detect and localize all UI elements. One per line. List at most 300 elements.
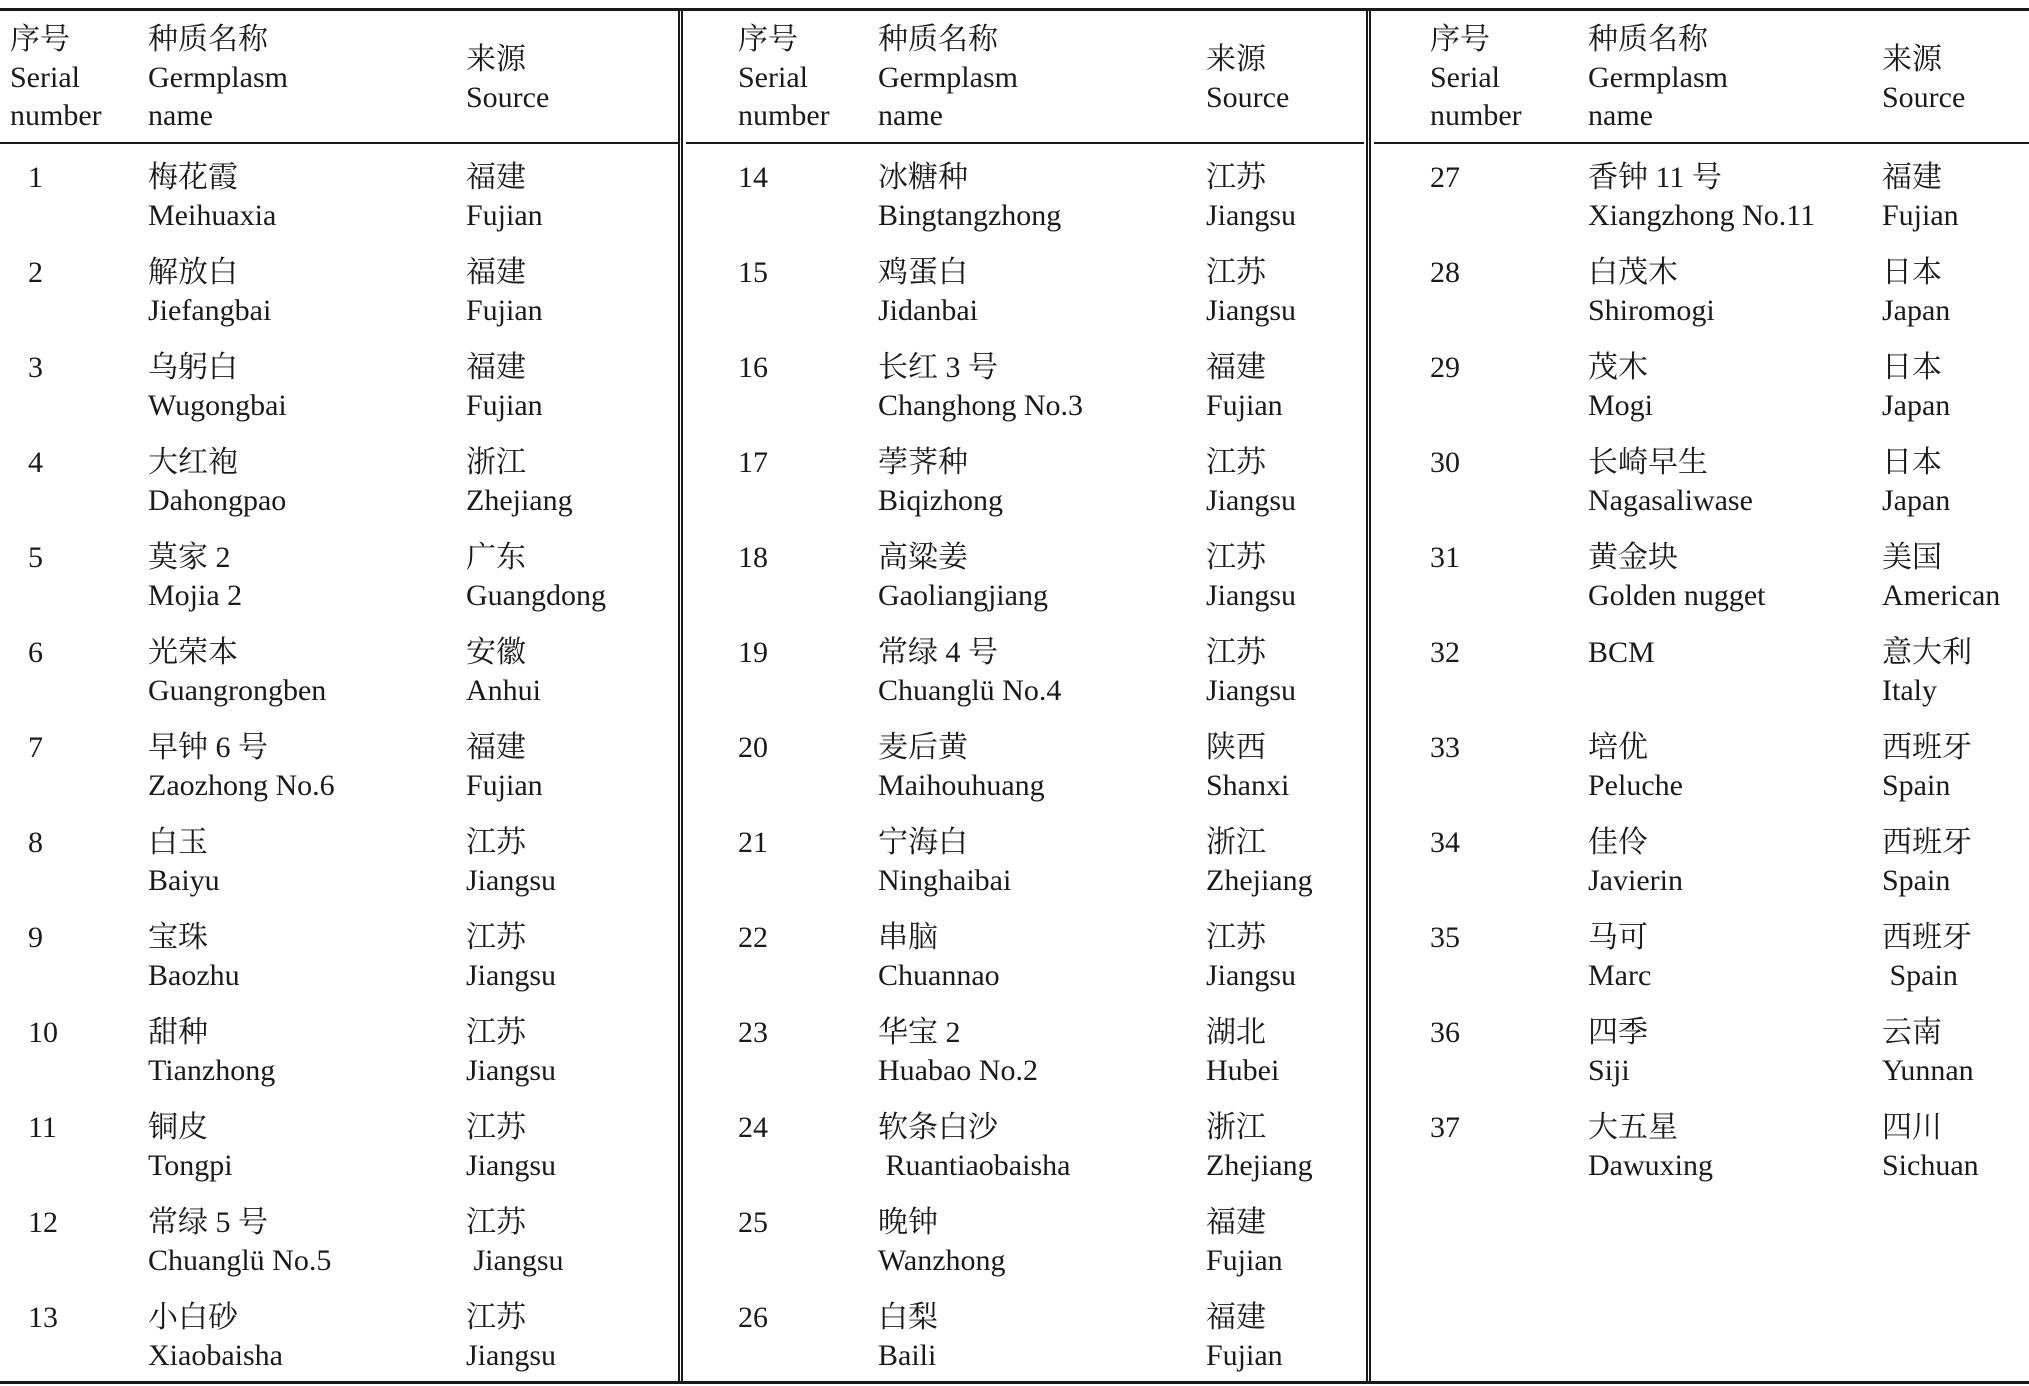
- source-chinese: 西班牙: [1882, 826, 1972, 859]
- source-chinese: 西班牙: [1882, 921, 1972, 954]
- serial-number-cell: 23: [738, 1016, 768, 1049]
- source-cell: [1882, 919, 1972, 995]
- name-chinese: 佳伶: [1588, 826, 1648, 859]
- source-cell: [1882, 1014, 1974, 1090]
- source-english: Japan: [1882, 294, 1951, 327]
- name-english: Baiyu: [148, 864, 220, 897]
- name-english: Chuanglü No.4: [878, 674, 1062, 707]
- header-text: 来源: [1206, 43, 1266, 76]
- source-english: Fujian: [466, 294, 543, 327]
- header-text: name: [148, 99, 213, 132]
- source-english: Shanxi: [1206, 769, 1290, 802]
- name-chinese: BCM: [1588, 636, 1655, 669]
- table-body: [686, 151, 1364, 1386]
- table-row: [1374, 436, 2029, 531]
- source-english: Japan: [1882, 389, 1951, 422]
- germplasm-name-cell: [148, 1204, 331, 1280]
- header-text: Serial: [10, 61, 80, 94]
- header-rule-3: [1374, 142, 2029, 144]
- germplasm-name-cell: [1588, 254, 1715, 330]
- source-chinese: 江苏: [466, 1016, 526, 1049]
- name-english: Shiromogi: [1588, 294, 1715, 327]
- serial-number-cell: 36: [1430, 1016, 1460, 1049]
- name-chinese: 晚钟: [878, 1206, 938, 1239]
- header-text: Serial: [1430, 61, 1500, 94]
- name-chinese: 大红袍: [148, 446, 238, 479]
- name-english: Meihuaxia: [148, 199, 277, 232]
- serial-number-cell: 15: [738, 256, 768, 289]
- serial-number-cell: 6: [28, 636, 43, 669]
- table-row: [1374, 341, 2029, 436]
- name-english: Baili: [878, 1339, 937, 1372]
- name-chinese: 茂木: [1588, 351, 1648, 384]
- name-english: Maihouhuang: [878, 769, 1045, 802]
- source-chinese: 福建: [1206, 1206, 1266, 1239]
- name-english: Ruantiaobaisha: [878, 1149, 1071, 1182]
- source-chinese: 浙江: [466, 446, 526, 479]
- source-cell: [466, 159, 543, 235]
- germplasm-name-cell: [1588, 349, 1653, 425]
- source-cell: [1206, 634, 1296, 710]
- name-english: Tongpi: [148, 1149, 233, 1182]
- table-row: [1374, 626, 2029, 721]
- germplasm-name-cell: [878, 919, 1000, 995]
- serial-number-cell: 1: [28, 161, 43, 194]
- germplasm-name-cell: [1588, 159, 1815, 235]
- source-chinese: 福建: [466, 161, 526, 194]
- source-chinese: 陕西: [1206, 731, 1266, 764]
- source-english: Jiangsu: [1206, 199, 1296, 232]
- name-english: Xiangzhong No.11: [1588, 199, 1816, 232]
- name-english: Siji: [1588, 1054, 1630, 1087]
- source-cell: [466, 1109, 556, 1185]
- source-cell: [1882, 1109, 1979, 1185]
- source-chinese: 江苏: [466, 1301, 526, 1334]
- source-chinese: 美国: [1882, 541, 1942, 574]
- header-text: number: [738, 99, 830, 132]
- header-text: Germplasm: [148, 61, 288, 94]
- table-row: [0, 436, 678, 531]
- table-row: [686, 1196, 1364, 1291]
- serial-number-cell: 4: [28, 446, 43, 479]
- name-chinese: 串脑: [878, 921, 938, 954]
- source-cell: [1882, 539, 2000, 615]
- header-text: Serial: [738, 61, 808, 94]
- source-chinese: 云南: [1882, 1016, 1942, 1049]
- name-english: Chuanglü No.5: [148, 1244, 332, 1277]
- table-row: [686, 246, 1364, 341]
- table-row: [0, 341, 678, 436]
- name-chinese: 梅花霞: [148, 161, 238, 194]
- table-row: [0, 1291, 678, 1386]
- germplasm-name-cell: [148, 824, 220, 900]
- name-english: Baozhu: [148, 959, 240, 992]
- source-english: Spain: [1882, 769, 1951, 802]
- source-chinese: 福建: [466, 351, 526, 384]
- source-cell: [466, 634, 541, 710]
- serial-number-cell: 31: [1430, 541, 1460, 574]
- serial-number-cell: 30: [1430, 446, 1460, 479]
- source-chinese: 江苏: [466, 1111, 526, 1144]
- source-chinese: 意大利: [1882, 636, 1972, 669]
- serial-number-cell: 7: [28, 731, 43, 764]
- header-source: [1882, 41, 1965, 117]
- germplasm-name-cell: [148, 634, 326, 710]
- source-english: American: [1882, 579, 2001, 612]
- table-row: [1374, 816, 2029, 911]
- serial-number-cell: 5: [28, 541, 43, 574]
- source-english: Japan: [1882, 484, 1951, 517]
- header-rule-1: [0, 142, 678, 144]
- name-chinese: 马可: [1588, 921, 1648, 954]
- source-chinese: 福建: [466, 256, 526, 289]
- source-cell: [1206, 1109, 1313, 1185]
- name-chinese: 荸荠种: [878, 446, 968, 479]
- germplasm-name-cell: [1588, 1014, 1648, 1090]
- source-english: Jiangsu: [466, 1339, 556, 1372]
- source-cell: [466, 729, 543, 805]
- table-body: [0, 151, 678, 1386]
- name-chinese: 培优: [1588, 731, 1648, 764]
- name-english: Changhong No.3: [878, 389, 1083, 422]
- serial-number-cell: 34: [1430, 826, 1460, 859]
- source-english: Jiangsu: [466, 1244, 564, 1277]
- source-cell: [466, 1014, 556, 1090]
- name-chinese: 莫家 2: [148, 541, 231, 574]
- source-cell: [466, 444, 573, 520]
- name-chinese: 解放白: [148, 256, 238, 289]
- source-chinese: 江苏: [1206, 541, 1266, 574]
- table-row: [0, 816, 678, 911]
- serial-number-cell: 20: [738, 731, 768, 764]
- source-chinese: 湖北: [1206, 1016, 1266, 1049]
- serial-number-cell: 33: [1430, 731, 1460, 764]
- source-chinese: 江苏: [466, 921, 526, 954]
- name-chinese: 小白砂: [148, 1301, 238, 1334]
- table-row: [686, 531, 1364, 626]
- source-cell: [1206, 444, 1296, 520]
- name-english: [1588, 672, 1655, 710]
- table-row: [0, 721, 678, 816]
- name-english: Mojia 2: [148, 579, 243, 612]
- source-cell: [1206, 1299, 1283, 1375]
- serial-number-cell: 27: [1430, 161, 1460, 194]
- germplasm-name-cell: [878, 824, 1011, 900]
- serial-number-cell: 21: [738, 826, 768, 859]
- germplasm-name-cell: [148, 729, 335, 805]
- germplasm-name-cell: [878, 1204, 1006, 1280]
- name-chinese: 白梨: [878, 1301, 938, 1334]
- table-row: [686, 341, 1364, 436]
- serial-number-cell: 12: [28, 1206, 58, 1239]
- name-chinese: 软条白沙: [878, 1111, 998, 1144]
- source-cell: [1206, 254, 1296, 330]
- source-english: Spain: [1882, 959, 1958, 992]
- source-english: Fujian: [466, 389, 543, 422]
- name-chinese: 香钟 11 号: [1588, 161, 1722, 194]
- serial-number-cell: 24: [738, 1111, 768, 1144]
- germplasm-name-cell: [1588, 824, 1683, 900]
- name-english: Dawuxing: [1588, 1149, 1713, 1182]
- name-english: Huabao No.2: [878, 1054, 1038, 1087]
- germplasm-name-cell: [878, 444, 1003, 520]
- table-row: [0, 246, 678, 341]
- header-text: 种质名称: [148, 23, 268, 56]
- germplasm-name-cell: [878, 1014, 1038, 1090]
- header-serial: [1430, 21, 1522, 135]
- source-chinese: 日本: [1882, 446, 1942, 479]
- name-chinese: 冰糖种: [878, 161, 968, 194]
- name-english: Golden nugget: [1588, 579, 1766, 612]
- name-chinese: 麦后黄: [878, 731, 968, 764]
- source-chinese: 江苏: [1206, 636, 1266, 669]
- source-english: Fujian: [1206, 1244, 1283, 1277]
- serial-number-cell: 29: [1430, 351, 1460, 384]
- header-text: 序号: [738, 23, 798, 56]
- source-chinese: 福建: [1206, 1301, 1266, 1334]
- header-text: number: [10, 99, 102, 132]
- germplasm-name-cell: [878, 1109, 1070, 1185]
- header-rule-2: [686, 142, 1364, 144]
- source-cell: [466, 254, 543, 330]
- source-english: Fujian: [466, 769, 543, 802]
- serial-number-cell: 13: [28, 1301, 58, 1334]
- source-chinese: 江苏: [466, 826, 526, 859]
- table-row: [0, 1101, 678, 1196]
- name-chinese: 光荣本: [148, 636, 238, 669]
- serial-number-cell: 35: [1430, 921, 1460, 954]
- germplasm-name-cell: [148, 159, 276, 235]
- source-chinese: 江苏: [466, 1206, 526, 1239]
- table-row: [0, 626, 678, 721]
- source-chinese: 江苏: [1206, 161, 1266, 194]
- germplasm-name-cell: [1588, 729, 1683, 805]
- header-text: 种质名称: [1588, 23, 1708, 56]
- source-english: Fujian: [1882, 199, 1959, 232]
- name-english: Ninghaibai: [878, 864, 1012, 897]
- source-cell: [1206, 349, 1283, 425]
- source-cell: [1206, 1204, 1283, 1280]
- germplasm-name-cell: [878, 634, 1061, 710]
- germplasm-name-cell: [1588, 634, 1655, 710]
- table-row: [0, 531, 678, 626]
- source-chinese: 广东: [466, 541, 526, 574]
- table-row: [1374, 721, 2029, 816]
- source-english: Hubei: [1206, 1054, 1280, 1087]
- source-english: Fujian: [466, 199, 543, 232]
- serial-number-cell: 11: [28, 1111, 57, 1144]
- source-english: Jiangsu: [466, 959, 556, 992]
- name-chinese: 宝珠: [148, 921, 208, 954]
- source-english: Sichuan: [1882, 1149, 1979, 1182]
- table-row: [1374, 246, 2029, 341]
- name-english: Jiefangbai: [148, 294, 272, 327]
- serial-number-cell: 32: [1430, 636, 1460, 669]
- source-chinese: 江苏: [1206, 921, 1266, 954]
- name-english: Dahongpao: [148, 484, 287, 517]
- header-text: 序号: [1430, 23, 1490, 56]
- germplasm-name-cell: [148, 919, 240, 995]
- header-text: number: [1430, 99, 1522, 132]
- source-english: Yunnan: [1882, 1054, 1974, 1087]
- name-chinese: 早钟 6 号: [148, 731, 268, 764]
- name-english: Wugongbai: [148, 389, 287, 422]
- table-row: [1374, 151, 2029, 246]
- table-row: [1374, 911, 2029, 1006]
- source-cell: [1882, 824, 1972, 900]
- serial-number-cell: 19: [738, 636, 768, 669]
- name-chinese: 华宝 2: [878, 1016, 961, 1049]
- name-chinese: 铜皮: [148, 1111, 208, 1144]
- header-germplasm-name: [148, 21, 288, 135]
- name-english: Javierin: [1588, 864, 1683, 897]
- source-english: Jiangsu: [1206, 579, 1296, 612]
- header-text: 来源: [466, 43, 526, 76]
- name-chinese: 四季: [1588, 1016, 1648, 1049]
- header-text: Source: [1882, 81, 1966, 114]
- source-chinese: 福建: [1882, 161, 1942, 194]
- name-chinese: 甜种: [148, 1016, 208, 1049]
- header-germplasm-name: [1588, 21, 1728, 135]
- germplasm-name-cell: [878, 1299, 938, 1375]
- source-chinese: 日本: [1882, 351, 1942, 384]
- source-cell: [1882, 349, 1950, 425]
- source-chinese: 江苏: [1206, 446, 1266, 479]
- serial-number-cell: 22: [738, 921, 768, 954]
- source-chinese: 四川: [1882, 1111, 1942, 1144]
- name-english: Xiaobaisha: [148, 1339, 283, 1372]
- source-english: Zhejiang: [466, 484, 573, 517]
- source-cell: [1882, 634, 1972, 710]
- header-text: 来源: [1882, 43, 1942, 76]
- table-row: [1374, 1006, 2029, 1101]
- name-chinese: 长红 3 号: [878, 351, 998, 384]
- source-cell: [1882, 254, 1950, 330]
- table-row: [0, 151, 678, 246]
- germplasm-name-cell: [1588, 444, 1753, 520]
- serial-number-cell: 26: [738, 1301, 768, 1334]
- source-english: Jiangsu: [1206, 484, 1296, 517]
- table-body: [1374, 151, 2029, 1196]
- source-english: Zhejiang: [1206, 1149, 1313, 1182]
- source-english: Jiangsu: [466, 864, 556, 897]
- table-row: [0, 911, 678, 1006]
- table-row: [0, 1196, 678, 1291]
- name-english: Jidanbai: [878, 294, 978, 327]
- header-source: [466, 41, 549, 117]
- germplasm-name-cell: [878, 254, 978, 330]
- source-cell: [1882, 729, 1972, 805]
- header-source: [1206, 41, 1289, 117]
- header-serial: [10, 21, 102, 135]
- table-row: [1374, 531, 2029, 626]
- germplasm-name-cell: [1588, 1109, 1713, 1185]
- name-chinese: 黄金块: [1588, 541, 1678, 574]
- header-text: name: [1588, 99, 1653, 132]
- source-english: Italy: [1882, 674, 1937, 707]
- name-english: Mogi: [1588, 389, 1654, 422]
- name-chinese: 鸡蛋白: [878, 256, 968, 289]
- germplasm-name-cell: [148, 1299, 283, 1375]
- source-english: Anhui: [466, 674, 541, 707]
- source-english: Spain: [1882, 864, 1951, 897]
- header-text: Germplasm: [878, 61, 1018, 94]
- table-row: [686, 436, 1364, 531]
- germplasm-name-cell: [1588, 919, 1651, 995]
- source-cell: [466, 919, 556, 995]
- source-english: Jiangsu: [466, 1054, 556, 1087]
- name-english: Marc: [1588, 959, 1652, 992]
- table-row: [1374, 1101, 2029, 1196]
- header-germplasm-name: [878, 21, 1018, 135]
- source-cell: [1882, 159, 1959, 235]
- source-cell: [1206, 919, 1296, 995]
- header-text: name: [878, 99, 943, 132]
- serial-number-cell: 9: [28, 921, 43, 954]
- name-english: Biqizhong: [878, 484, 1003, 517]
- table-row: [686, 626, 1364, 721]
- name-chinese: 常绿 4 号: [878, 636, 998, 669]
- name-chinese: 常绿 5 号: [148, 1206, 268, 1239]
- table-row: [686, 1006, 1364, 1101]
- table-row: [686, 1101, 1364, 1196]
- serial-number-cell: 18: [738, 541, 768, 574]
- source-chinese: 浙江: [1206, 826, 1266, 859]
- name-english: Peluche: [1588, 769, 1683, 802]
- table-row: [686, 151, 1364, 246]
- germplasm-name-cell: [878, 539, 1048, 615]
- serial-number-cell: 25: [738, 1206, 768, 1239]
- source-chinese: 福建: [1206, 351, 1266, 384]
- germplasm-name-cell: [148, 349, 287, 425]
- header-text: 种质名称: [878, 23, 998, 56]
- serial-number-cell: 3: [28, 351, 43, 384]
- name-english: Gaoliangjiang: [878, 579, 1048, 612]
- header-text: Source: [1206, 81, 1290, 114]
- source-cell: [466, 539, 606, 615]
- name-english: Zaozhong No.6: [148, 769, 335, 802]
- serial-number-cell: 16: [738, 351, 768, 384]
- germplasm-name-cell: [148, 1109, 233, 1185]
- source-chinese: 日本: [1882, 256, 1942, 289]
- table-row: [686, 911, 1364, 1006]
- source-english: Fujian: [1206, 389, 1283, 422]
- header-text: 序号: [10, 23, 70, 56]
- table-row: [686, 816, 1364, 911]
- name-chinese: 长崎早生: [1588, 446, 1708, 479]
- source-cell: [466, 1299, 556, 1375]
- serial-number-cell: 10: [28, 1016, 58, 1049]
- name-chinese: 大五星: [1588, 1111, 1678, 1144]
- source-cell: [1206, 159, 1296, 235]
- double-divider-1: [678, 11, 683, 1381]
- name-chinese: 高粱姜: [878, 541, 968, 574]
- source-chinese: 浙江: [1206, 1111, 1266, 1144]
- source-chinese: 西班牙: [1882, 731, 1972, 764]
- germplasm-name-cell: [1588, 539, 1765, 615]
- serial-number-cell: 28: [1430, 256, 1460, 289]
- header-text: Source: [466, 81, 550, 114]
- germplasm-table: [0, 8, 2029, 1384]
- source-english: Jiangsu: [466, 1149, 556, 1182]
- germplasm-name-cell: [148, 539, 242, 615]
- source-english: Jiangsu: [1206, 674, 1296, 707]
- table-row: [686, 1291, 1364, 1386]
- source-chinese: 江苏: [1206, 256, 1266, 289]
- name-english: Guangrongben: [148, 674, 327, 707]
- source-chinese: 福建: [466, 731, 526, 764]
- name-chinese: 宁海白: [878, 826, 968, 859]
